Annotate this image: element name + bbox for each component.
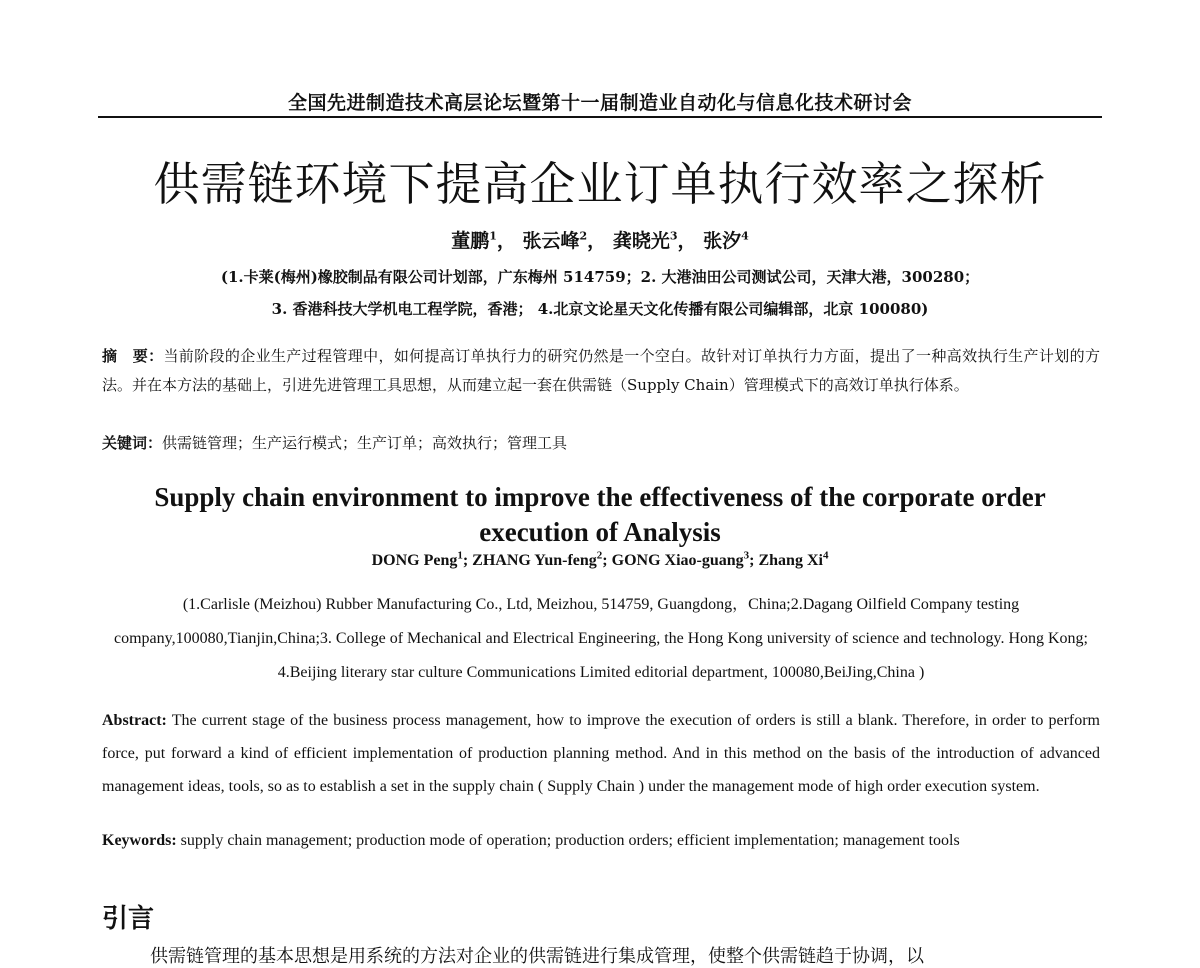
abstract-cn-label: 摘 要：: [102, 347, 164, 365]
abstract-en-text: The current stage of the business process management, how to improve the execution of orders is still a blank. Therefore, in order to perform force, put forward a kind of efficient implementation of production planning method. And in this method on the basis of the introduction of advanced management ideas, tools, so as to establish a set in the supply chain ( Supply Chain ) under the management mode of high order execution system.: [102, 712, 1100, 795]
affiliation-cn-line1: (1.卡莱(梅州)橡胶制品有限公司计划部，广东梅州 514759；2. 大港油田公司测试公司，天津大港，300280；: [220, 268, 980, 286]
author-en: Zhang Xi$^4$: [758, 549, 829, 569]
abstract-cn: [102, 342, 1100, 400]
abstract-en-label: Abstract:: [102, 712, 167, 729]
author-en: DONG Peng$^1$;: [371, 549, 473, 569]
keywords-cn-text: 供需链管理；生产运行模式；生产订单；高效执行；管理工具: [162, 434, 568, 452]
author-cn: 张汐$^4$: [703, 229, 749, 252]
abstract-cn-text: 当前阶段的企业生产过程管理中，如何提高订单执行力的研究仍然是一个空白。故针对订单执行力方面，提出了一种高效执行生产计划的方法。并在本方法的基础上，引进先进管理工具思想，从而建立起一套在供需链（Supply Chain）管理模式下的高效订单执行体系。: [102, 347, 1100, 394]
keywords-cn: [102, 432, 1100, 453]
author-en: GONG Xiao-guang$^3$;: [611, 549, 759, 569]
author-cn: 张云峰$^2$，: [522, 229, 607, 252]
keywords-en: [102, 826, 1100, 856]
keywords-cn-label: 关键词：: [102, 434, 163, 452]
header-rule: [98, 116, 1102, 118]
keywords-en-label: Keywords:: [102, 832, 177, 849]
author-en: ZHANG Yun-feng$^2$;: [472, 549, 612, 569]
abstract-en: [102, 704, 1100, 803]
body-paragraph: 供需链管理的基本思想是用系统的方法对企业的供需链进行集成管理，使整个供需链趋于协调，以: [150, 946, 924, 967]
author-cn: 龚晓光$^3$，: [612, 229, 697, 252]
affiliations-en: (1.Carlisle (Meizhou) Rubber Manufacturing Co., Ltd, Meizhou, 514759, Guangdong，China;2.Dagang Oilfield Company testing company,100080,Tianjin,China;3. College of Mechanical and Electrical Engineering, the Hong Kong university of science and technology. Hong Kong; 4.Beijing literary star culture Communications Limited editorial department, 100080,BeiJing,China ): [114, 596, 1088, 681]
affiliation-cn-line2: 3. 香港科技大学机电工程学院，香港； 4.北京文论星天文化传播有限公司编辑部，北京 100080): [271, 300, 929, 318]
authors-en: [0, 549, 1200, 570]
authors-cn: [0, 226, 1200, 253]
paper-title-cn: 供需链环境下提高企业订单执行效率之探析: [153, 157, 1047, 211]
author-cn: 董鹏$^1$，: [451, 229, 516, 252]
paper-title-en: Supply chain environment to improve the effectiveness of the corporate order execution of Analysis: [154, 482, 1046, 547]
keywords-en-text: supply chain management; production mode of operation; production orders; efficient implementation; management tools: [180, 832, 960, 849]
section-heading-intro: 引言: [102, 904, 155, 934]
conference-header: 全国先进制造技术高层论坛暨第十一届制造业自动化与信息化技术研讨会: [287, 92, 912, 114]
